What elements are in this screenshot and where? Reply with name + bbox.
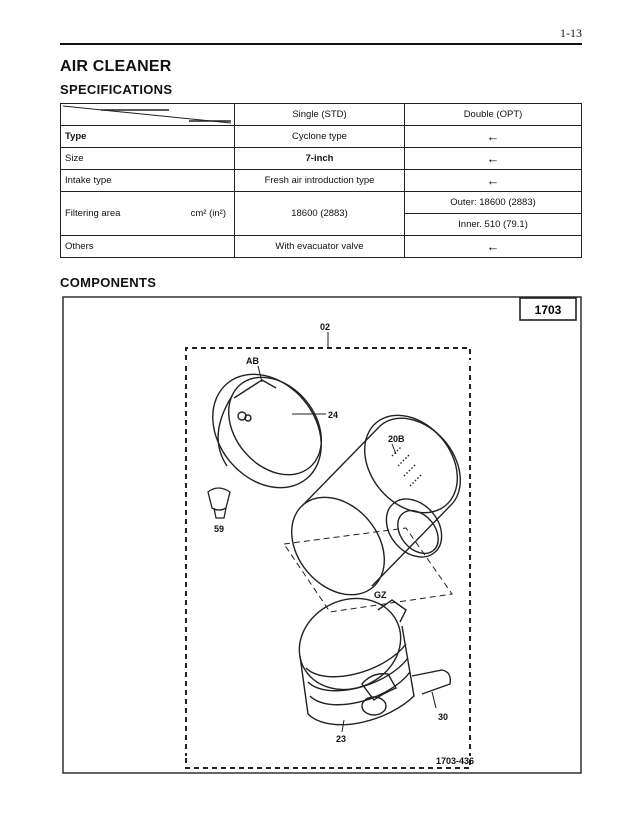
components-heading: COMPONENTS [60,275,157,290]
filter-element [273,397,477,613]
filtering-double-outer: Outer: 18600 (2883) [405,192,582,214]
leader-20b [392,444,396,454]
components-exploded-diagram [62,296,582,774]
row-label-intake: Intake type [61,170,235,192]
table-header-row [61,104,582,126]
part-label-30: 30 [438,712,449,722]
part-label-02: 02 [320,322,331,332]
size-double-ditto-arrow: ← [405,148,582,170]
leader-30 [432,692,436,708]
part-label-gz: GZ [374,590,387,600]
header-rule [60,43,582,45]
header-double: Double (OPT) [405,104,582,126]
header-corner-cell [61,104,235,126]
specifications-heading: SPECIFICATIONS [60,82,173,97]
table-row [61,192,582,214]
row-label-size: Size [61,148,235,170]
leader-23 [342,720,344,732]
part-label-24: 24 [328,410,339,420]
figure-code: 1703 [534,303,562,317]
row-label-filtering [61,192,235,236]
table-row [61,148,582,170]
part-label-ab: AB [246,356,259,366]
evacuator-valve [208,488,230,518]
intake-single: Fresh air introduction type [235,170,405,192]
intake-double-ditto-arrow: ← [405,170,582,192]
table-row [61,126,582,148]
header-single: Single (STD) [235,104,405,126]
page-number: 1-13 [560,26,582,40]
others-double-ditto-arrow: ← [405,236,582,258]
filtering-unit: cm² (in²) [190,208,226,219]
row-label-type: Type [61,126,235,148]
cyclone-case [284,582,450,725]
table-row [61,170,582,192]
table-row [61,236,582,258]
others-single: With evacuator valve [235,236,405,258]
diagram-border [63,297,581,773]
size-single: 7-inch [235,148,405,170]
part-label-59: 59 [214,524,225,534]
row-label-others: Others [61,236,235,258]
part-label-23: 23 [336,734,347,744]
filter-cap-ring [190,353,343,510]
specifications-table [60,103,582,258]
filtering-double-inner: Inner. 510 (79.1) [405,214,582,236]
filtering-label: Filtering area [65,208,121,219]
part-label-20b: 20B [388,434,405,444]
section-title: AIR CLEANER [60,58,172,75]
type-double-ditto-arrow: ← [405,126,582,148]
figure-reference: 1703-436 [436,756,475,766]
filtering-single: 18600 (2883) [235,192,405,236]
corner-slash-lines [61,104,235,125]
type-single: Cyclone type [235,126,405,148]
